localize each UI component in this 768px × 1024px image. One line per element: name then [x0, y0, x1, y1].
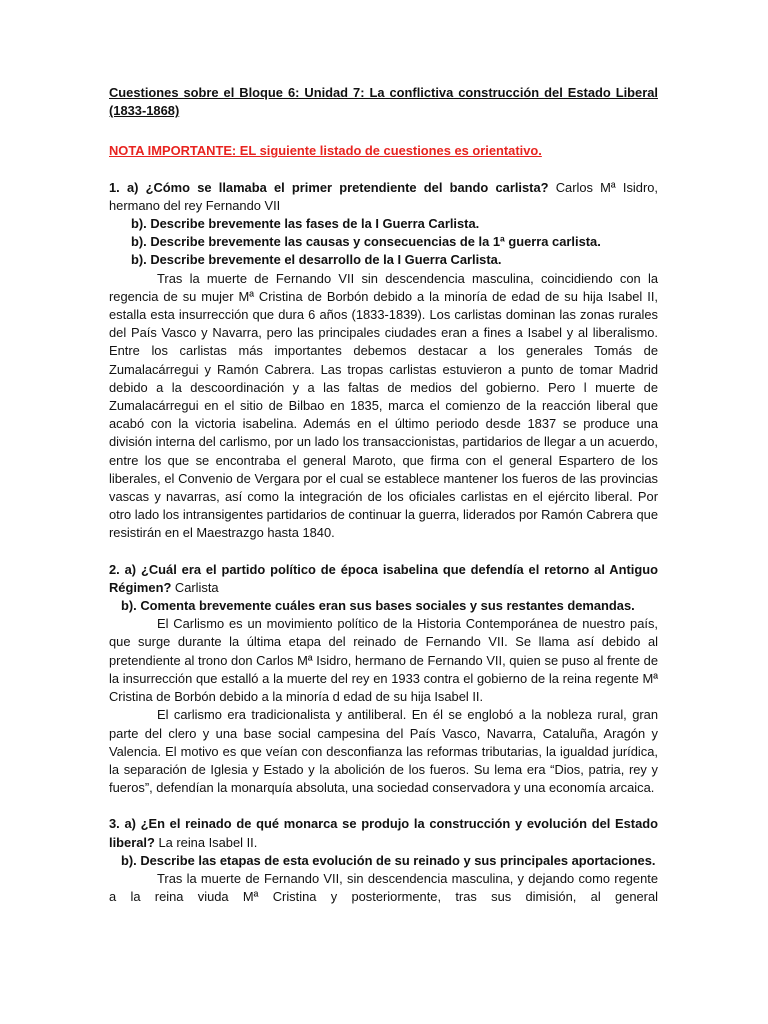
- question-2a-answer: Carlista: [171, 579, 219, 595]
- question-1a: [109, 179, 658, 215]
- question-3b: b). Describe las etapas de esta evolución de su reinado y sus principales aportaciones.: [121, 852, 656, 868]
- question-1a-answer: Carlos Mª Isidro, hermano del rey Fernando VII: [109, 179, 659, 213]
- question-3a-text: 3. a) ¿En el reinado de qué monarca se produjo la construcción y evolución del Estado liberal?: [109, 816, 658, 850]
- question-1a-text: 1. a) ¿Cómo se llamaba el primer pretendiente del bando carlista?: [109, 179, 549, 195]
- answer-2-paragraph-1: El Carlismo es un movimiento político de la Historia Contemporánea de nuestro país, que surge durante la última etapa del reinado de Fernando VII. Se llama así debido al pretendiente al trono don Carlos Mª Isidro, hermano de Fernando VII, quien se puso al frente de la insurrección que estalló a la muerte del rey en 1933 contra el gobierno de la reina regente Mª Cristina de Borbón debido a la minoría d edad de su hija Isabel II.: [109, 616, 658, 705]
- important-note: NOTA IMPORTANTE: EL siguiente listado de cuestiones es orientativo.: [109, 143, 542, 159]
- question-2a-text: 2. a) ¿Cuál era el partido político de época isabelina que defendía el retorno al Antiguo Régimen?: [109, 561, 658, 595]
- answer-1-paragraph: Tras la muerte de Fernando VII sin descendencia masculina, coincidiendo con la regencia de su mujer Mª Cristina de Borbón debido a la minoría de edad de su hija Isabel II, estalla esta insurrección que dura 6 años (1833-1839). Los carlistas dominan las zonas rurales del País Vasco y Navarra, pero las principales ciudades eran a fines a Isabel y al liberalismo. Entre los carlistas más importantes debemos destacar a los generales Tomás de Zumalacárregui y Ramón Cabrera. Las tropas carlistas estuvieron a punto de tomar Madrid debido a la descoordinación y a las faltas de medios del gobierno. Pero l muerte de Zumalacárregui en el sitio de Bilbao en 1835, marca el comienzo de la reacción liberal que acabó con la victoria isabelina. Además en el último periodo desde 1837 se produce una división interna del carlismo, por un lado los transaccionistas, partidarios de llegar a un acuerdo, entre los que se encontraba el general Maroto, que firma con el general Espartero de los liberales, el Convenio de Vergara por el cual se establece mantener los fueros de las provincias vascas y navarras, así como la integración de los oficiales carlistas en el ejército liberal. Por otro lado los intransigentes partidarios de continuar la guerra, liderados por Ramón Cabrera que resistirán en el Maestrazgo hasta 1840.: [109, 270, 658, 541]
- question-2a: [109, 561, 658, 597]
- document-body: [109, 84, 658, 906]
- document-title: Cuestiones sobre el Bloque 6: Unidad 7: La conflictiva construcción del Estado Liberal (1833-1868): [109, 85, 658, 119]
- question-1b-causes: b). Describe brevemente las causas y consecuencias de la 1ª guerra carlista.: [131, 234, 601, 250]
- question-1b-phases: b). Describe brevemente las fases de la I Guerra Carlista.: [131, 216, 480, 232]
- question-3a: [109, 815, 658, 851]
- answer-3-paragraph: Tras la muerte de Fernando VII, sin descendencia masculina, y dejando como regente a la reina viuda Mª Cristina y posteriormente, tras sus dimisión, al general: [109, 870, 658, 905]
- question-1b-development: b). Describe brevemente el desarrollo de la I Guerra Carlista.: [131, 252, 502, 268]
- question-3a-answer: La reina Isabel II.: [154, 834, 258, 850]
- question-2b: b). Comenta brevemente cuáles eran sus bases sociales y sus restantes demandas.: [121, 598, 635, 614]
- answer-2-paragraph-2: El carlismo era tradicionalista y antiliberal. En él se englobó a la nobleza rural, gran parte del clero y una base social campesina del País Vasco, Navarra, Cataluña, Aragón y Valencia. El motivo es que veían con desconfianza las reformas tributarias, la igualdad jurídica, la separación de Iglesia y Estado y la abolición de los fueros. Su lema era “Dios, patria, rey y fueros”, defendían la monarquía absoluta, una sociedad conservadora y una economía arcaica.: [109, 707, 658, 796]
